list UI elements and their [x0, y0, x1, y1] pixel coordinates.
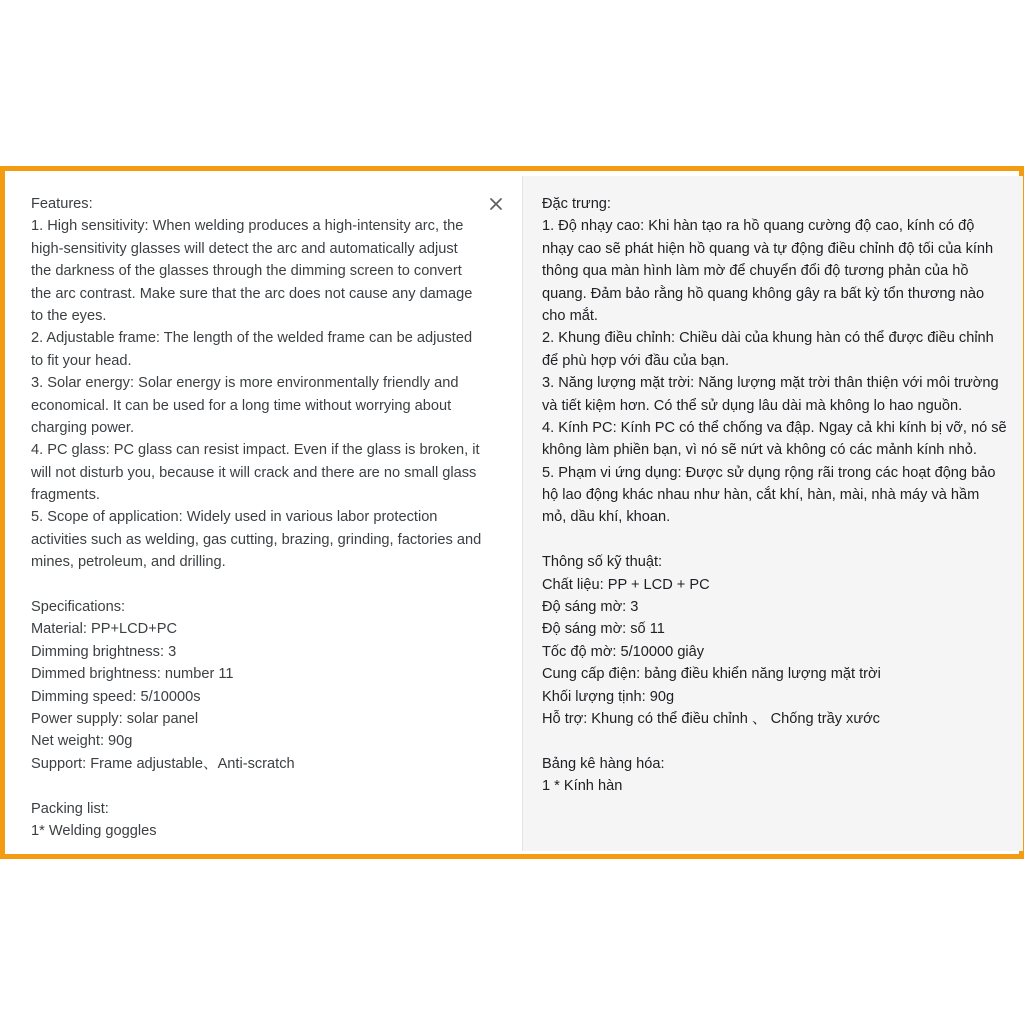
translation-line: Khối lượng tịnh: 90g — [542, 688, 675, 705]
source-line: high-sensitivity glasses will detect the arc and automatically adjust — [31, 240, 458, 257]
source-line: mines, petroleum, and drilling. — [31, 554, 226, 571]
translation-line: 1. Độ nhạy cao: Khi hàn tạo ra hồ quang cường độ cao, kính có độ — [542, 218, 975, 235]
close-icon — [485, 193, 507, 215]
source-line: fragments. — [31, 487, 100, 504]
translation-line: nhạy cao sẽ phát hiện hồ quang và tự động điều chỉnh độ tối của kính — [542, 240, 994, 257]
source-line: activities such as welding, gas cutting, brazing, grinding, factories and — [31, 531, 482, 548]
source-line: 2. Adjustable frame: The length of the welded frame can be adjusted — [31, 330, 473, 347]
source-text — [31, 193, 481, 842]
blank-line — [31, 775, 481, 797]
translation-line: quang. Đảm bảo rằng hồ quang không gây ra bất kỳ tổn thương nào — [542, 285, 985, 302]
translated-text-panel — [522, 176, 1023, 851]
translation-line: Chất liệu: PP + LCD + PC — [542, 576, 710, 593]
translation-line: 5. Phạm vi ứng dụng: Được sử dụng rộng rãi trong các hoạt động bảo — [542, 464, 996, 481]
translation-frame — [0, 166, 1024, 859]
translation-line: và tiết kiệm hơn. Có thể sử dụng lâu dài mà không lo hao nguồn. — [542, 397, 963, 414]
translation-line: Độ sáng mờ: 3 — [542, 599, 639, 616]
translation-line: Hỗ trợ: Khung có thể điều chỉnh 、 Chống trầy xước — [542, 710, 880, 727]
translation-line: Đặc trưng: — [542, 196, 611, 212]
translation-line: Thông số kỹ thuật: — [542, 554, 663, 571]
source-line: Dimming brightness: 3 — [31, 643, 177, 660]
blank-line — [31, 574, 481, 596]
source-line: Specifications: — [31, 599, 126, 616]
source-line: 1. High sensitivity: When welding produces a high-intensity arc, the — [31, 218, 464, 235]
translation-line: 2. Khung điều chỉnh: Chiều dài của khung hàn có thể được điều chỉnh — [542, 330, 994, 347]
clear-source-button[interactable] — [485, 193, 507, 215]
translation-line: hộ lao động khác nhau như hàn, cắt khí, hàn, mài, nhà máy và hầm — [542, 487, 980, 504]
blank-line — [542, 529, 992, 551]
translation-line: Cung cấp điện: bảng điều khiển năng lượng mặt trời — [542, 666, 881, 683]
source-line: the arc contrast. Make sure that the arc does not cause any damage — [31, 285, 473, 302]
source-text-panel — [10, 176, 522, 851]
source-line: 5. Scope of application: Widely used in various labor protection — [31, 509, 438, 526]
source-line: 4. PC glass: PC glass can resist impact. Even if the glass is broken, it — [31, 442, 480, 459]
source-line: Features: — [31, 196, 93, 212]
translated-text — [542, 193, 1007, 798]
source-line: Support: Frame adjustable、Anti-scratch — [31, 755, 295, 772]
source-line: Power supply: solar panel — [31, 710, 199, 727]
translation-line: 4. Kính PC: Kính PC có thể chống va đập. Ngay cả khi kính bị vỡ, nó sẽ — [542, 419, 1007, 436]
source-line: Dimming speed: 5/10000s — [31, 688, 201, 705]
translation-line: Tốc độ mờ: 5/10000 giây — [542, 643, 705, 660]
source-line: charging power. — [31, 419, 135, 436]
translation-line: 1 * Kính hàn — [542, 778, 623, 795]
translation-line: Bảng kê hàng hóa: — [542, 755, 665, 772]
source-line: to fit your head. — [31, 352, 132, 369]
translation-line: cho mắt. — [542, 307, 598, 324]
source-line: Net weight: 90g — [31, 733, 133, 750]
source-line: to the eyes. — [31, 307, 107, 324]
translation-line: không làm phiền bạn, vì nó sẽ nứt và không có các mảnh kính nhỏ. — [542, 442, 977, 459]
source-line: 1* Welding goggles — [31, 822, 157, 839]
translation-line: để phù hợp với đầu của bạn. — [542, 352, 730, 369]
translation-line: mỏ, dầu khí, khoan. — [542, 509, 671, 526]
source-line: Material: PP+LCD+PC — [31, 621, 177, 638]
blank-line — [542, 730, 992, 752]
source-line: 3. Solar energy: Solar energy is more environmentally friendly and — [31, 375, 459, 392]
source-line: economical. It can be used for a long time without worrying about — [31, 397, 452, 414]
source-line: the darkness of the glasses through the dimming screen to convert — [31, 263, 462, 280]
source-line: Dimmed brightness: number 11 — [31, 666, 234, 683]
translation-line: Độ sáng mờ: số 11 — [542, 621, 665, 638]
source-line: Packing list: — [31, 800, 109, 817]
translation-line: 3. Năng lượng mặt trời: Năng lượng mặt trời thân thiện với môi trường — [542, 375, 999, 392]
source-line: will not disturb you, because it will crack and there are no small glass — [31, 464, 477, 481]
translation-line: thông qua màn hình làm mờ để chuyển đổi độ tương phản của hồ — [542, 263, 969, 280]
